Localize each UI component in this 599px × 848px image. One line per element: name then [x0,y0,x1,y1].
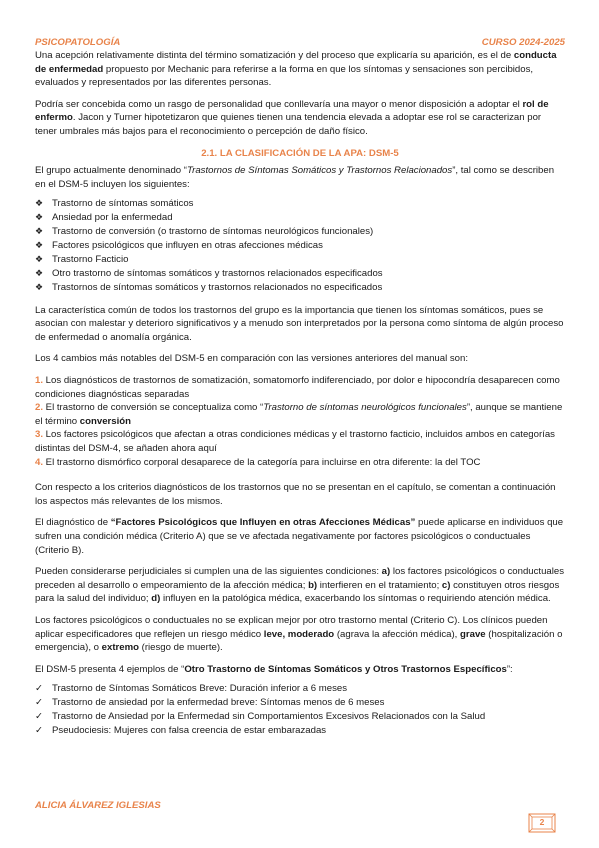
list-item: ✓ Trastorno de Síntomas Somáticos Breve: Duración inferior a 6 meses [35,682,565,696]
page-body [35,37,565,738]
text: . Jacon y Turner hipotetizaron que quienes tienen una tendencia elevada a adoptar ese rol se caracterizan por tener umbrales más bajos para el reconocimiento o percepción de daño físico. [35,112,542,137]
header-subject: PSICOPATOLOGÍA [35,37,121,48]
footer-author: ALICIA ÁLVAREZ IGLESIAS [35,800,161,811]
text: Pueden considerarse perjudiciales si cumplen una de las siguientes condiciones: [35,566,382,578]
text: El trastorno dismórfico corporal desaparece de la categoría para incluirse en otra diferente: la del TOC [43,456,481,468]
list-item: ❖ Ansiedad por la enfermedad [35,211,565,225]
text: (hospitalización o emergencia), o [35,628,563,654]
paragraph-ejemplos-intro [35,663,565,677]
list-item: ✓ Trastorno de ansiedad por la enfermedad breve: Síntomas menos de 6 meses [35,696,565,710]
page-number: 2 [539,817,545,827]
text: ”, aunque se mantiene el término [35,402,563,427]
text: influyen en la patológica médica, exacerbando los síntomas o requiriendo atención médica. [160,593,551,605]
bold-term: extremo [101,642,139,654]
change-item [35,374,565,401]
disorders-list [35,197,565,294]
list-item: ❖ Otro trastorno de síntomas somáticos y trastornos relacionados especificados [35,267,565,281]
bold-term: “Factores Psicológicos que Influyen en otras Afecciones Médicas” [110,517,416,529]
bold-term: rol de enfermo [35,98,549,124]
bold-term: conversión [79,415,131,427]
text: ”, tal como se describen en el DSM-5 incluyen los siguientes: [35,165,555,190]
list-item: ❖ Trastorno de síntomas somáticos [35,197,565,211]
text: Los factores psicológicos o conductuales no se explican mejor por otro trastorno mental (Criterio C). Los clínicos pueden aplicar especificadores que reflejen un riesgo médico [35,614,548,640]
list-item: ❖ Factores psicológicos que influyen en otras afecciones médicas [35,239,565,253]
text: (agrava la afección médica), [334,628,461,640]
text: ”: [506,663,513,675]
text: Los diagnósticos de trastornos de somatización, somatomorfo indiferenciado, por dolor e hipocondría desaparecen como condiciones diagnósticas separadas [35,375,560,400]
header-course: CURSO 2024-2025 [481,37,565,48]
paragraph-conducta-enfermedad [35,49,565,90]
text: Una acepción relativamente distinta del término somatización y del proceso que explicaría su aparición, es el de [35,50,514,61]
changes-list [35,374,565,469]
text: constituyen otros riesgos para la salud del individuo; [35,579,560,605]
item-number: 2. [35,402,44,414]
text: Los factores psicológicos que afectan a otras condiciones médicas y el trastorno facticio, incluidos ambos en categorías distintas del DSM-4, se añaden ahora aquí [35,429,555,455]
text: El grupo actualmente denominado “ [35,165,187,177]
bold-term: conducta de enfermedad [35,50,557,75]
bold-term: Otro Trastorno de Síntomas Somáticos y Otros Trastornos Específicos [184,663,507,675]
list-item: ❖ Trastornos de síntomas somáticos y trastornos relacionados no especificados [35,281,565,295]
bold-term: a) [381,566,391,578]
paragraph-especificadores [35,614,565,655]
list-item: ✓ Trastorno de Ansiedad por la Enfermedad sin Comportamientos Excesivos Relacionados con la Salud [35,710,565,724]
list-item: ❖ Trastorno Facticio [35,253,565,267]
change-item [35,428,565,455]
text: interfieren en el tratamiento; [317,579,442,591]
italic-term: Trastornos de Síntomas Somáticos y Trastornos Relacionados [187,165,453,177]
text: los factores psicológicos o conductuales preceden al desarrollo o empeoramiento de la afección médica; [35,566,565,591]
text: puede aplicarse en individuos que sufren una condición médica (Criterio A) que se ve afectada negativamente por factores psicológicos o conductuales (Criterio B). [35,517,564,556]
item-number: 1. [35,375,44,387]
text: El DSM-5 presenta 4 ejemplos de “ [35,663,185,675]
text: El diagnóstico de [35,517,111,529]
paragraph-grupo [35,164,565,191]
paragraph-caracteristica-comun: La característica común de todos los trastornos del grupo es la importancia que tienen los síntomas somáticos, pues se asocian con malestar y deterioro significativos y a menudo son interpretados por la persona como síntoma de algún proceso de enfermedad o anomalía orgánica. [35,304,564,343]
paragraph-rol-enfermo [35,98,565,139]
paragraph-factores-psicologicos [35,516,565,557]
list-item: ✓ Pseudociesis: Mujeres con falsa creencia de estar embarazadas [35,724,565,738]
examples-list [35,682,565,738]
list-item: ❖ Trastorno de conversión (o trastorno de síntomas neurológicos funcionales) [35,225,565,239]
italic-term: Trastorno de síntomas neurológicos funcionales [263,402,467,414]
item-number: 4. [35,456,44,468]
text: propuesto por Mechanic para referirse a la forma en que los síntomas y sensaciones son percibidos, evaluados y representados por las diferentes personas. [35,63,534,89]
paragraph-criterios: Con respecto a los criterios diagnósticos de los trastornos que no se presentan en el capítulo, se comentan a continuación los aspectos más relevantes de los mismos. [35,482,556,507]
paragraph-perjudiciales [35,565,565,606]
bold-term: c) [441,579,451,591]
text: El trastorno de conversión se conceptualiza como “ [43,402,264,414]
change-item [35,401,565,428]
bold-term: leve, moderado [263,628,335,640]
text: Podría ser concebida como un rasgo de personalidad que conllevaría una mayor o menor disposición a adoptar el [35,98,523,110]
item-number: 3. [35,429,44,441]
text: (riesgo de muerte). [138,642,223,654]
paragraph-cambios-intro: Los 4 cambios más notables del DSM-5 en comparación con las versiones anteriores del manual son: [35,353,469,365]
bold-term: grave [460,628,486,640]
bold-term: d) [151,593,161,605]
change-item [35,456,565,470]
section-title: 2.1. LA CLASIFICACIÓN DE LA APA: DSM-5 [201,147,399,159]
bold-term: b) [308,579,318,591]
page-number-badge [528,813,556,833]
